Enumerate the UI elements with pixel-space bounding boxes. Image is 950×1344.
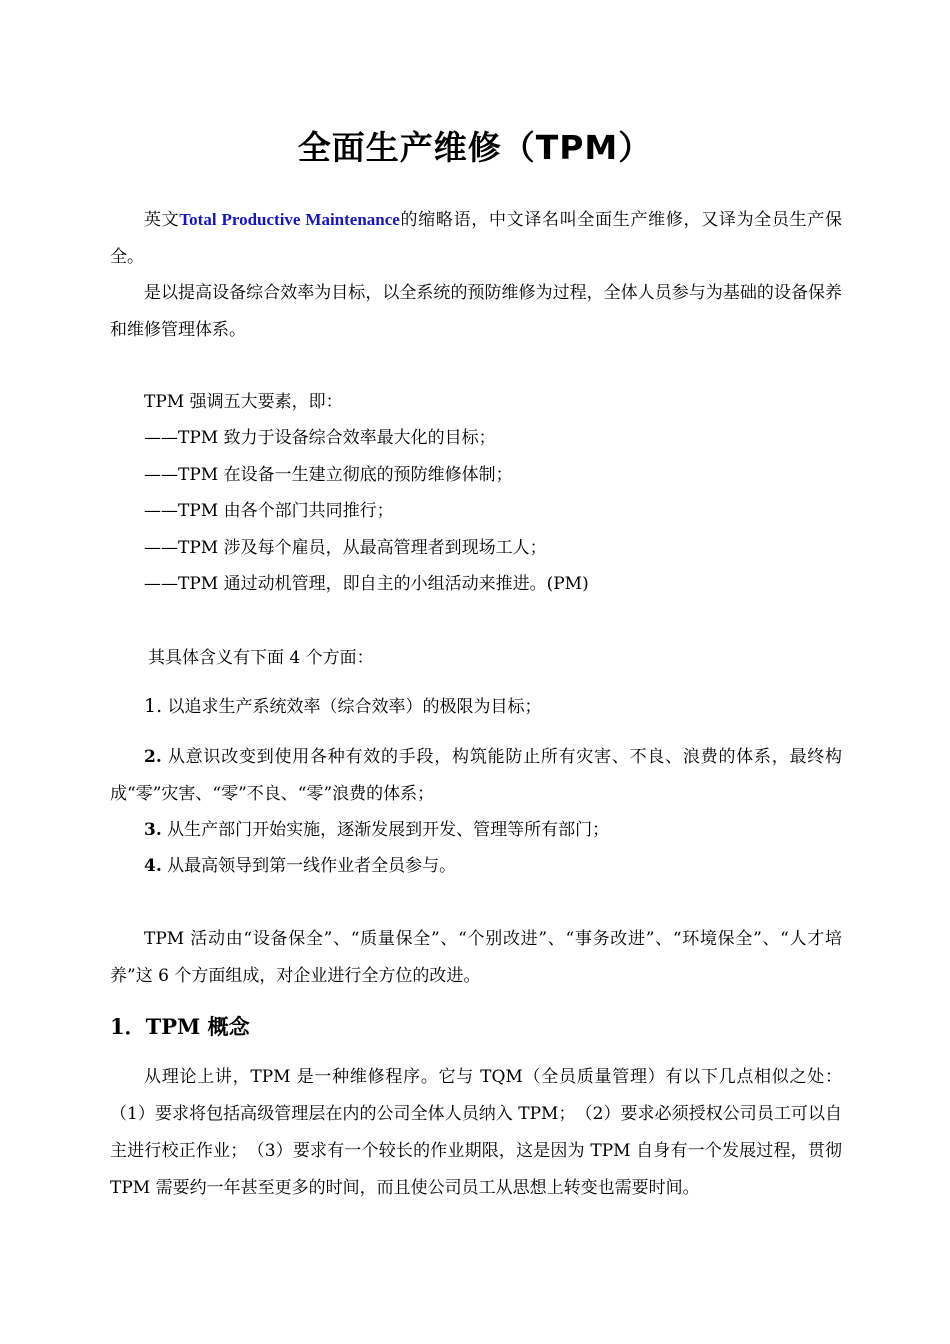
meaning-item-text: 从最高领导到第一线作业者全员参与。: [161, 856, 457, 876]
meaning-item-1: [144, 688, 876, 726]
page-title: 全面生产维修（TPM）: [297, 128, 653, 168]
element-item: ——TPM 由各个部门共同推行；: [144, 501, 394, 521]
meaning-item-number: 4.: [144, 856, 162, 876]
element-item: ——TPM 通过动机管理，即自主的小组活动来推进。(PM): [144, 574, 589, 594]
intro-suffix: 的缩略语，中文译名叫全面生产维修，又译为全员生产保全。: [110, 210, 843, 267]
meaning-lead: 其具体含义有下面 4 个方面：: [148, 648, 374, 668]
element-item: ——TPM 致力于设备综合效率最大化的目标；: [144, 428, 496, 448]
meaning-item-text: 以追求生产系统效率（综合效率）的极限为目标；: [162, 697, 542, 717]
five-elements-lead: TPM 强调五大要素，即：: [144, 392, 343, 412]
meaning-item-4: [144, 848, 876, 885]
intro-paragraph: [110, 201, 842, 276]
meaning-item-number: 3.: [144, 820, 162, 840]
meaning-item-text: 从生产部门开始实施，逐渐发展到开发、管理等所有部门；: [161, 820, 610, 840]
english-term: Total Productive Maintenance: [179, 210, 400, 229]
meaning-item-number: 2.: [144, 747, 162, 767]
intro-prefix: 英文: [144, 210, 180, 230]
meaning-item-text: 从意识改变到使用各种有效的手段，构筑能防止所有灾害、不良、浪费的体系，最终构成“零”灾害、“零”不良、“零”浪费的体系；: [110, 747, 842, 804]
element-item: ——TPM 在设备一生建立彻底的预防维修体制；: [144, 465, 513, 485]
section-body: 从理论上讲，TPM 是一种维修程序。它与 TQM（全员质量管理）有以下几点相似之处：（1）要求将包括高级管理层在内的公司全体人员纳入 TPM； （2）要求必须授权公司员工可以自主进行校正作业； （3）要求有一个较长的作业期限，这是因为 TPM 自身有一个发展过程，贯彻 TPM 需要约一年甚至更多的时间，而且使公司员工从思想上转变也需要时间。: [110, 1067, 842, 1198]
activities-paragraph: TPM 活动由“设备保全”、“质量保全”、“个别改进”、“事务改进”、“环境保全”、“人才培养”这 6 个方面组成，对企业进行全方位的改进。: [110, 929, 842, 986]
meaning-item-3: [144, 812, 876, 849]
section-heading: 1．TPM 概念: [110, 1014, 250, 1039]
meaning-item-2: [110, 739, 842, 813]
meaning-item-number: 1.: [144, 695, 163, 717]
element-item: ——TPM 涉及每个雇员，从最高管理者到现场工人；: [144, 538, 547, 558]
definition-paragraph: 是以提高设备综合效率为目标，以全系统的预防维修为过程，全体人员参与为基础的设备保养和维修管理体系。: [110, 283, 842, 340]
